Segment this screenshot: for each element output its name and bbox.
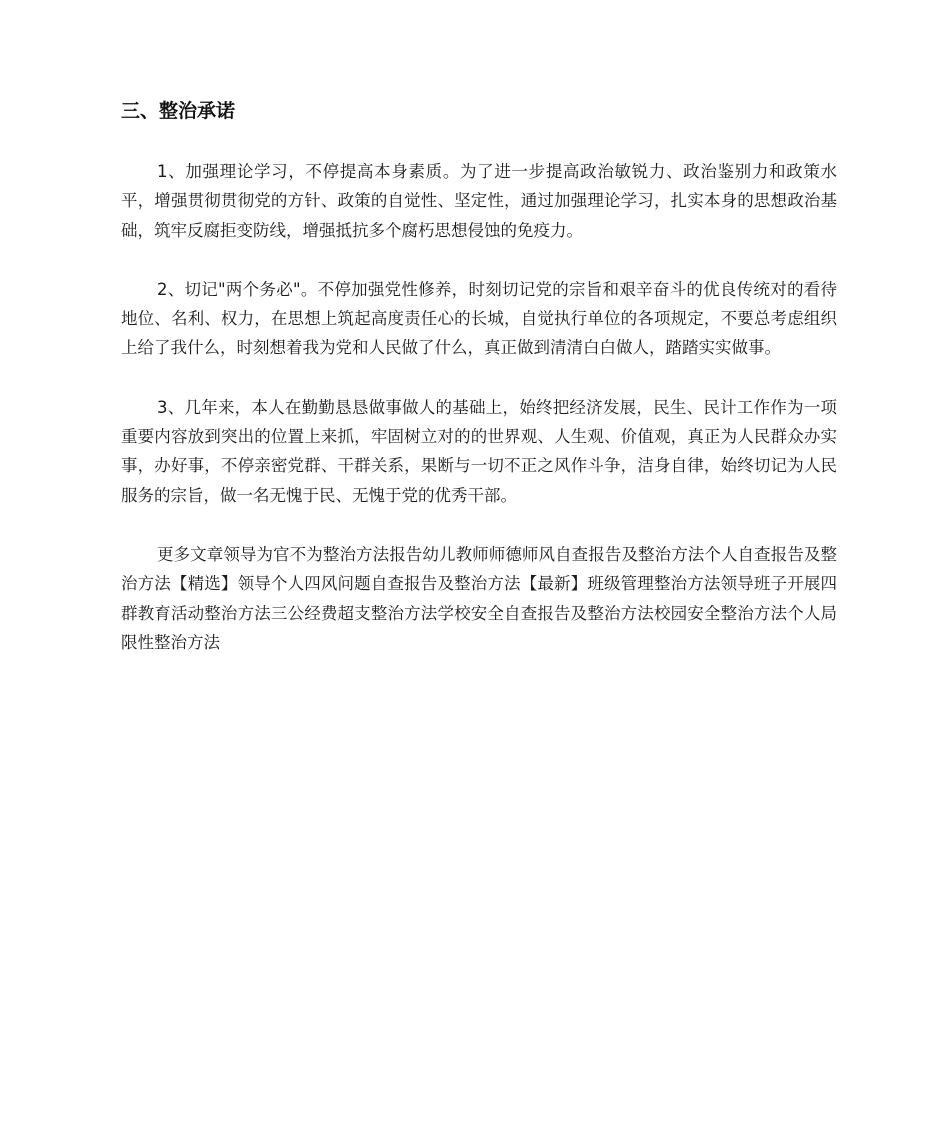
- document-body: [121, 96, 837, 657]
- paragraph-1: 1、加强理论学习，不停提高本身素质。为了进一步提高政治敏锐力、政治鉴别力和政策水平，增强贯彻贯彻党的方针、政策的自觉性、坚定性，通过加强理论学习，扎实本身的思想政治基础，筑牢反腐拒变防线，增强抵抗多个腐朽思想侵蚀的免疫力。: [121, 162, 837, 240]
- related-articles-paragraph: 更多文章领导为官不为整治方法报告幼儿教师师德师风自查报告及整治方法个人自查报告及整治方法【精选】领导个人四风问题自查报告及整治方法【最新】班级管理整治方法领导班子开展四群教育活动整治方法三公经费超支整治方法学校安全自查报告及整治方法校园安全整治方法个人局限性整治方法: [121, 544, 837, 652]
- paragraph-2: 2、切记"两个务必"。不停加强党性修养，时刻切记党的宗旨和艰辛奋斗的优良传统对的看待地位、名利、权力，在思想上筑起高度责任心的长城，自觉执行单位的各项规定，不要总考虑组织上给了我什么，时刻想着我为党和人民做了什么，真正做到清清白白做人，踏踏实实做事。: [121, 279, 837, 358]
- paragraph-3: 3、几年来，本人在勤勤恳恳做事做人的基础上，始终把经济发展，民生、民计工作作为一项重要内容放到突出的位置上来抓，牢固树立对的的世界观、人生观、价值观，真正为人民群众办实事，办好事，不停亲密党群、干群关系，果断与一切不正之风作斗争，洁身自律，始终切记为人民服务的宗旨，做一名无愧于民、无愧于党的优秀干部。: [121, 397, 837, 505]
- section-heading: 三、整治承诺: [121, 100, 236, 122]
